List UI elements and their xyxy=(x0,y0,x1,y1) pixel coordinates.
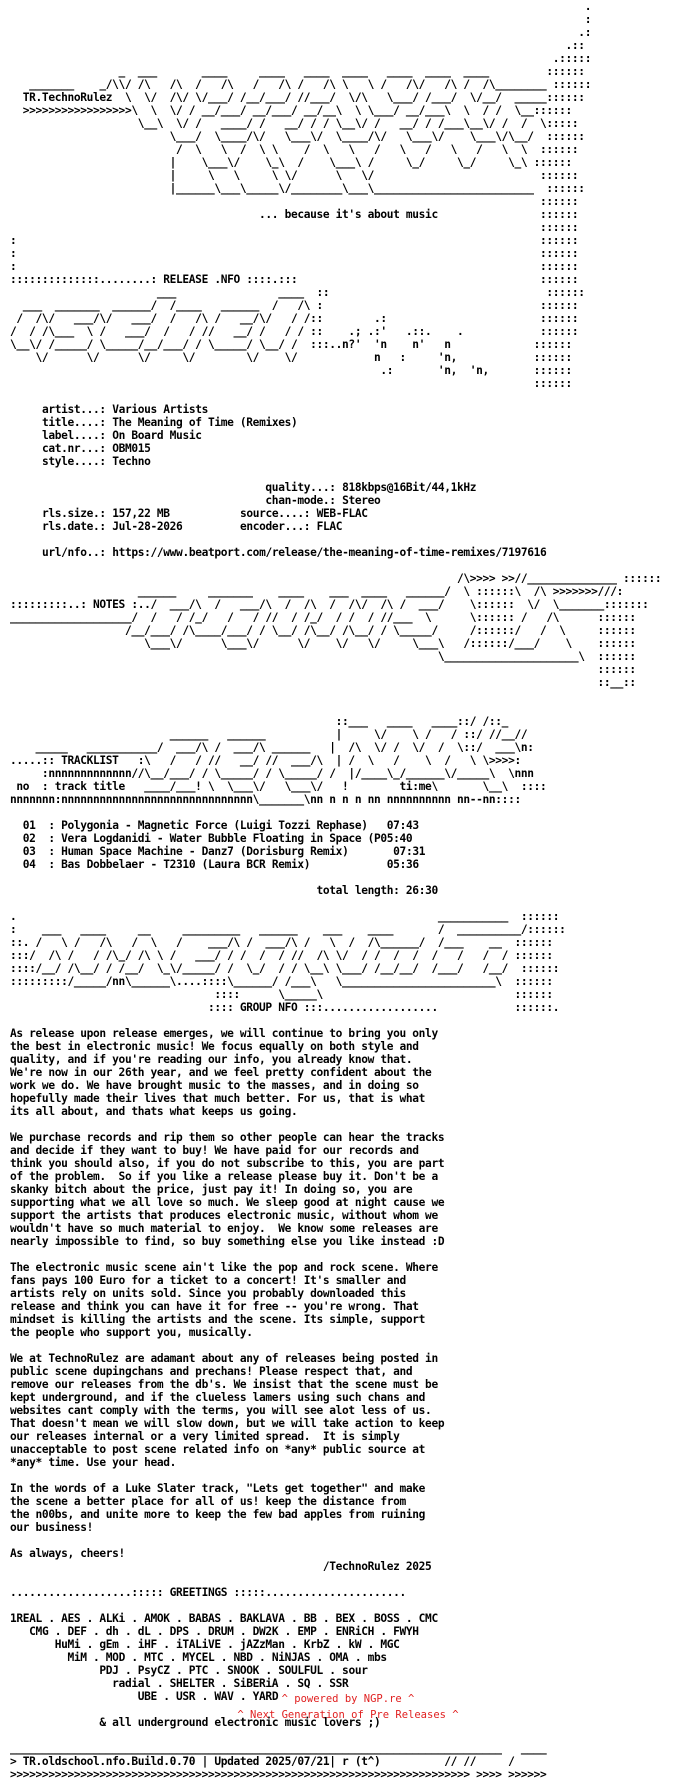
group-paragraph: The electronic music scene ain't like the pop and rock scene. Where fans pays 100 Euro for a ticket to a concert! It's smaller and artists rely on units sold. Since you probably downloaded this release and think you can have it for free -- you're wrong. That mindset is killing the artists and the scene. Its simple, support the people who support you, musically. xyxy=(10,1261,438,1339)
group-nfo-heading-art: . ___________ :::::: : ___ ____ __ _________ ______ ___ ____ / __________/:::::: ::. / \ / /\ / \ / ___/\ / ___/\ / \ / /\______/ /___ __ :::::: :::/ /\ / / /\_/ /\ \ / ___/ / / / / // /\ \/ / / / / / / / / :::::: ::::/__/ /\__/ / /__/ \_\/_____/ / \_/ / / \__\ \___/ /__/__/ /___/ /__/ :::::: :::::::::/_____/nn\______\....::::\______/ /___\ \________________________\ :::::: :::: \_____\ :::::: :::: GROUP NFO :::.................. ::::::. xyxy=(10,910,566,1014)
track-number: 04 xyxy=(22,858,36,871)
date-value: Jul-28-2026 xyxy=(112,520,183,533)
url-link[interactable]: https://www.beatport.com/release/the-meaning-of-time-remixes/7197616 xyxy=(112,546,547,559)
artist-value: Various Artists xyxy=(112,403,208,416)
build-rule-bottom: >>>>>>>>>>>>>>>>>>>>>>>>>>>>>>>>>>>>>>>>>>>>>>>>>>>>>>>>>>>>>>>>>>>>>>>> >>>> >>>>>> xyxy=(10,1768,547,1781)
source-label: source.... xyxy=(239,507,304,520)
release-nfo-heading-art: ::::::::::::::........: RELEASE .NFO ::::.::: :::::: ___ ____ :: :::::: ___ _______ ______/ /____ ______ / /\ : :::::: / /\/ ___/\/ ___/ / /\ / __/\/ / /:: .: :::::: / / /\___ \ / ___/ / / // __/ / / / :: .; .:' .::. . :::::: \__\/ /_____/ \_____/__/___/ / \_____/ \__/ / :::..n?' 'n n' n :::::: \/ \/ \/ \/ \/ \/ n : 'n, :::::: .: 'n, 'n, :::::: :::::: xyxy=(10,273,585,390)
total-length-value: 26:30 xyxy=(405,884,438,897)
notes-heading-art: /\>>>> >>//______________ :::::: ______ _______ ____ ___ ____ ______/ \ ::::::\ /\ >>>>>>>///: :::::::::..: NOTES :../ ___/\ / ___/\ / /\ / /\/ /\ / ___/ \:::::: \/ \_______::::::: ___________________/ / / /_/ / / // / /_/ / / / //___ \ \:::::: / /\ :::::: /__/___/ /\____/___/ / \__/ /\__/ /\__/ / \_____/ /::::::/ / \ :::::: \___\/ \___\/ \/ \/ \/ \___\ /::::::/___/ \ :::::: \_____________________\ :::::: :::::: ::__:: xyxy=(10,572,662,689)
greetings-line: CMG . DEF . dh . dL . DPS . DRUM . DW2K . EMP . ENRiCH . FWYH xyxy=(29,1625,419,1638)
quality-label: quality... xyxy=(265,481,330,494)
quality-value: 818kbps@16Bit/44,1kHz xyxy=(342,481,477,494)
track-number: 02 xyxy=(22,832,36,845)
greetings-line: radial . SHELTER . SiBERiA . SQ . SSR xyxy=(112,1677,349,1690)
group-paragraph: We at TechnoRulez are adamant about any of releases being posted in public scene dupingchans and prechans! Please respect that, and remove our releases from the db's. We insist that the scene must be kept underground, and if the clueless lamers using such chans and websites cant comply with the terms, you will see alot less of us. That doesn't mean we will slow down, but we will take action to keep our releases internal or a very limited spread. It is simply unacceptable to post scene related info on *any* public source at *any* time. Use your head. xyxy=(10,1352,445,1469)
chan-mode-label: chan-mode. xyxy=(265,494,330,507)
tracklist-rule: nnnnnnn:nnnnnnnnnnnnnnnnnnnnnnnnnnnnnn\_______\nn n n n nn nnnnnnnnnn nn--nn:::: xyxy=(10,793,521,806)
greetings-line: MiM . MOD . MTC . MYCEL . NBD . NiNJAS . OMA . mbs xyxy=(67,1651,387,1664)
track-time: 07:31 xyxy=(393,845,426,858)
tracklist-heading-art: ::___ ____ ____::/ /::_ ______ ______ | \/ \ / / ::/ //__// _____ ___________/ ___/\ / ___/\ ______ | /\ \/ / \/ / \::/ ___\n: .....:: TRACKLIST :\ / / // __/ // ___/\ | / \ / \ / \ \>>>>: :nnnnnnnnnnnnn//\__/___/ / \_____/ / \_____/ / |/____\_/______\/_____\ \nnn no : track title ____/___! \ \___\/ \___\/ ! ti:me\ \__\ :::: xyxy=(10,715,547,793)
release-info-block: artist...: Various Artists title....: The Meaning of Time (Remixes) label....: On Board Music cat.nr...: OBM015 style....: Techno quality...: 818kbps@16Bit/44,1kHz chan-mode.: Stereo rls.size.: 157,22 MB source....: WEB-FLAC rls.date.: Jul-28-2026 encoder...: FLAC url/nfo..: https://www.beatport.com/release/the-meaning-of-time-remixes/7197616 xyxy=(41,403,547,559)
group-paragraph: As always, cheers! xyxy=(10,1547,125,1560)
total-length-label: total length: xyxy=(316,884,400,897)
greetings-closing: & all underground electronic music lovers ;) xyxy=(99,1716,381,1729)
chan-mode-value: Stereo xyxy=(342,494,381,507)
track-number: 01 xyxy=(22,819,36,832)
title-label: title.... xyxy=(41,416,100,429)
signature: /TechnoRulez 2025 xyxy=(322,1560,432,1573)
track-number: 03 xyxy=(22,845,36,858)
size-label: rls.size. xyxy=(41,507,100,520)
artist-label: artist... xyxy=(41,403,100,416)
greetings-line: HuMi . gEm . iHF . iTALiVE . jAZzMan . KrbZ . kW . MGC xyxy=(54,1638,400,1651)
style-value: Techno xyxy=(112,455,151,468)
logo-header-art: . : .: .:: .::::: _ ___ ____ ____ ____ ____ ____ ____ ____ :::::: _______ _/\\/ /\ /\ / /\ / /\ / /\ \ \ / /\/ /\ / /\________ :::::: TR.TechnoRulez \ \/ /\/ \/___/ /__/___/ //___/ \/\ \___/ /___/ \/__/ _____:::::: >>>>>>>>>>>>>>>>>\ \ \/ / __/___/ __/___/ __/__\ \ \___/ __/___\ \ / / \__:::::: \__\ \/ / ____/ / __/ / / \__\/ / __/ / /___\__\/ / / \::::: \___/ \____/\/ \___\/ \____/\/ \___\/ \___\/\__/ :::::: / \ \ / \ \ / \ \ / \ / \ / \ \ :::::: | \___\/ \_\ / \___\ / \_/ \_/ \_\ :::::: | \ \ \ \/ \ \/ :::::: |______\___\_____\/________\___\_________________________ :::::: :::::: ... because it's about music :::::: :::::: : :::::: : :::::: : :::::: xyxy=(10,0,592,273)
source-value: WEB-FLAC xyxy=(316,507,368,520)
track-time: 05:40 xyxy=(380,832,413,845)
label-value: On Board Music xyxy=(112,429,202,442)
group-paragraph: As release upon release emerges, we will continue to bring you only the best in electronic music! We focus equally on both style and quality, and if you're reading our info, you already know that. We're now in our 26th year, and we feel pretty confident about the work we do. We have brought music to the masses, and in doing so hopefully made their lives that much better. For us, that is what its all about, and thats what keeps us going. xyxy=(10,1027,438,1118)
footer-tagline: ^ Next Generation of Pre Releases ^ xyxy=(237,1709,459,1721)
tracklist: 01 : Polygonia - Magnetic Force (Luigi Tozzi Rephase) 07:43 02 : Vera Logdanidi - Water Bubble Floating in Space (P05:40 03 : Human Space Machine - Danz7 (Dorisburg Remix) 07:31 04 : Bas Dobbelaer - T2310 (Laura BCR Remix) 05:36 xyxy=(22,819,426,871)
label-label: label.... xyxy=(41,429,100,442)
group-paragraph: In the words of a Luke Slater track, "Lets get together" and make the scene a better place for all of us! keep the distance from the n00bs, and unite more to keep the few bad apples from ruining our business! xyxy=(10,1482,426,1534)
greetings-list xyxy=(10,1612,438,1703)
track-title: Human Space Machine - Danz7 (Dorisburg Remix) xyxy=(61,845,349,858)
date-label: rls.date. xyxy=(41,520,100,533)
track-time: 07:43 xyxy=(386,819,419,832)
footer-powered-by: ^ powered by NGP.re ^ xyxy=(281,1693,415,1705)
group-paragraph: We purchase records and rip them so other people can hear the tracks and decide if they want to buy! We have paid for our records and think you should also, if you do not subscribe to this, you are part of the problem. So if you like a release please buy it. Don't be a skanky bitch about the price, just pay it! In doing so, you are supporting what we all love so much. We sleep good at night cause we support the artists that produces electronic music, without whom we wouldn't have so much material to enjoy. We know some releases are nearly impossible to find, so buy something else you like instead :D xyxy=(10,1131,445,1248)
encoder-value: FLAC xyxy=(316,520,343,533)
greetings-line: 1REAL . AES . ALKi . AMOK . BABAS . BAKLAVA . BB . BEX . BOSS . CMC xyxy=(10,1612,438,1625)
track-title: Vera Logdanidi - Water Bubble Floating in Space (P xyxy=(61,832,381,845)
greetings-heading: ...................::::: GREETINGS :::::...................... xyxy=(10,1586,406,1599)
greetings-line: PDJ . PsyCZ . PTC . SNOOK . SOULFUL . sour xyxy=(99,1664,368,1677)
track-title: Polygonia - Magnetic Force (Luigi Tozzi Rephase) xyxy=(61,819,368,832)
nfo-document xyxy=(10,0,686,1781)
size-value: 157,22 MB xyxy=(112,507,170,520)
track-title: Bas Dobbelaer - T2310 (Laura BCR Remix) xyxy=(61,858,311,871)
catnr-label: cat.nr... xyxy=(41,442,100,455)
title-value: The Meaning of Time (Remixes) xyxy=(112,416,298,429)
greetings-line: UBE . USR . WAV . YARD xyxy=(137,1690,279,1703)
build-rule-top: _____________________________________________________________________________ ____ xyxy=(10,1742,547,1755)
catnr-value: OBM015 xyxy=(112,442,151,455)
url-label: url/nfo.. xyxy=(41,546,100,559)
track-time: 05:36 xyxy=(386,858,419,871)
build-line: > TR.oldschool.nfo.Build.0.70 | Updated 2025/07/21| r (t^) // // / xyxy=(10,1755,515,1768)
style-label: style.... xyxy=(41,455,100,468)
encoder-label: encoder... xyxy=(239,520,304,533)
